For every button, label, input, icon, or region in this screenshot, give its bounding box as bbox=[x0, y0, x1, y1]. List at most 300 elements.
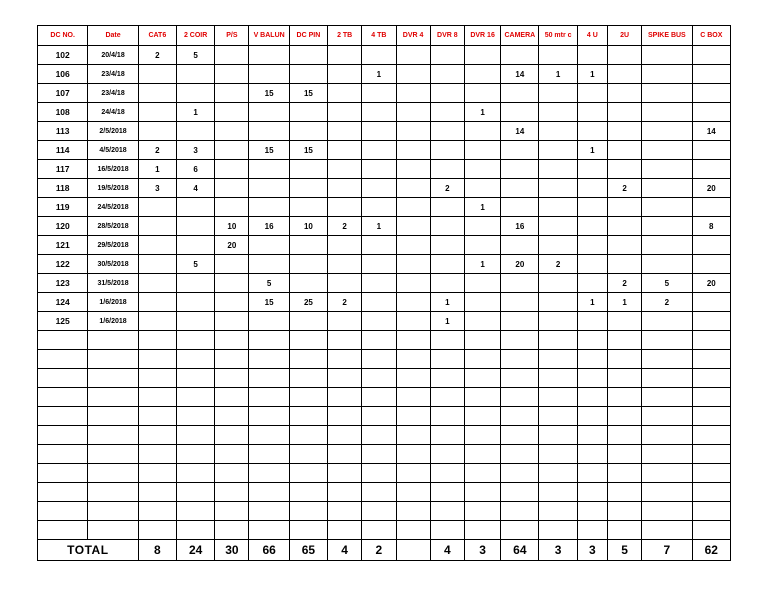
table-cell bbox=[289, 198, 327, 217]
table-row bbox=[38, 445, 731, 464]
table-cell bbox=[138, 217, 176, 236]
table-cell bbox=[539, 103, 577, 122]
table-row bbox=[38, 84, 731, 103]
table-cell bbox=[328, 255, 362, 274]
table-cell bbox=[396, 65, 430, 84]
total-value: 2 bbox=[362, 540, 396, 561]
table-cell bbox=[396, 84, 430, 103]
table-cell bbox=[539, 331, 577, 350]
table-cell bbox=[328, 407, 362, 426]
table-cell: 6 bbox=[176, 160, 214, 179]
table-cell bbox=[396, 331, 430, 350]
table-cell bbox=[328, 331, 362, 350]
column-header-c-box: C BOX bbox=[692, 26, 730, 46]
table-cell bbox=[577, 274, 607, 293]
table-cell bbox=[362, 331, 396, 350]
table-cell: 16 bbox=[249, 217, 289, 236]
table-cell bbox=[577, 312, 607, 331]
table-cell bbox=[328, 312, 362, 331]
table-cell bbox=[607, 350, 641, 369]
table-row bbox=[38, 103, 731, 122]
table-cell bbox=[249, 65, 289, 84]
table-cell bbox=[289, 426, 327, 445]
table-cell bbox=[396, 179, 430, 198]
table-cell bbox=[396, 122, 430, 141]
table-cell: 4 bbox=[176, 179, 214, 198]
table-cell bbox=[249, 521, 289, 540]
table-cell bbox=[642, 388, 692, 407]
table-cell bbox=[607, 464, 641, 483]
table-cell bbox=[607, 369, 641, 388]
table-cell: 120 bbox=[38, 217, 88, 236]
table-cell bbox=[328, 350, 362, 369]
table-cell: 1 bbox=[464, 198, 500, 217]
table-row bbox=[38, 274, 731, 293]
table-cell: 2/5/2018 bbox=[88, 122, 138, 141]
table-cell: 106 bbox=[38, 65, 88, 84]
table-cell bbox=[362, 179, 396, 198]
table-cell: 15 bbox=[249, 84, 289, 103]
total-value: 3 bbox=[464, 540, 500, 561]
table-cell bbox=[539, 502, 577, 521]
column-header-4-tb: 4 TB bbox=[362, 26, 396, 46]
table-cell: 10 bbox=[289, 217, 327, 236]
table-cell: 1 bbox=[176, 103, 214, 122]
table-cell bbox=[642, 103, 692, 122]
table-row bbox=[38, 179, 731, 198]
table-cell bbox=[176, 331, 214, 350]
table-cell: 2 bbox=[607, 274, 641, 293]
table-cell bbox=[289, 502, 327, 521]
table-cell bbox=[539, 141, 577, 160]
table-cell bbox=[176, 483, 214, 502]
table-cell bbox=[501, 141, 539, 160]
table-cell: 108 bbox=[38, 103, 88, 122]
table-cell bbox=[328, 388, 362, 407]
table-cell bbox=[607, 103, 641, 122]
table-cell: 24/5/2018 bbox=[88, 198, 138, 217]
table-cell: 123 bbox=[38, 274, 88, 293]
table-cell: 23/4/18 bbox=[88, 84, 138, 103]
table-cell bbox=[362, 312, 396, 331]
table-cell bbox=[692, 331, 730, 350]
table-cell bbox=[430, 236, 464, 255]
table-cell bbox=[176, 388, 214, 407]
table-cell bbox=[430, 274, 464, 293]
table-cell bbox=[138, 293, 176, 312]
table-cell bbox=[215, 426, 249, 445]
table-cell bbox=[289, 160, 327, 179]
table-cell bbox=[692, 350, 730, 369]
table-cell bbox=[430, 65, 464, 84]
table-row bbox=[38, 217, 731, 236]
table-cell: 121 bbox=[38, 236, 88, 255]
table-row bbox=[38, 426, 731, 445]
table-cell bbox=[501, 160, 539, 179]
table-cell bbox=[430, 426, 464, 445]
table-cell bbox=[577, 179, 607, 198]
table-cell bbox=[176, 407, 214, 426]
table-cell bbox=[642, 312, 692, 331]
table-cell bbox=[607, 388, 641, 407]
table-cell bbox=[176, 445, 214, 464]
table-cell bbox=[430, 141, 464, 160]
table-cell bbox=[607, 426, 641, 445]
table-cell bbox=[396, 445, 430, 464]
table-cell bbox=[88, 388, 138, 407]
table-cell bbox=[501, 350, 539, 369]
table-cell bbox=[430, 217, 464, 236]
table-cell bbox=[539, 445, 577, 464]
table-cell: 2 bbox=[642, 293, 692, 312]
table-cell: 1 bbox=[430, 293, 464, 312]
table-cell bbox=[176, 312, 214, 331]
table-cell: 119 bbox=[38, 198, 88, 217]
table-cell bbox=[176, 464, 214, 483]
table-cell bbox=[642, 160, 692, 179]
table-cell bbox=[607, 521, 641, 540]
table-cell bbox=[692, 312, 730, 331]
table-cell: 2 bbox=[539, 255, 577, 274]
table-cell bbox=[289, 103, 327, 122]
table-cell bbox=[396, 312, 430, 331]
table-cell bbox=[362, 141, 396, 160]
table-cell bbox=[501, 103, 539, 122]
table-row bbox=[38, 160, 731, 179]
table-cell bbox=[328, 160, 362, 179]
table-cell bbox=[249, 445, 289, 464]
table-cell bbox=[362, 160, 396, 179]
table-cell bbox=[396, 255, 430, 274]
table-cell bbox=[642, 122, 692, 141]
table-cell bbox=[607, 445, 641, 464]
table-cell bbox=[289, 65, 327, 84]
table-cell bbox=[430, 464, 464, 483]
total-value: 4 bbox=[430, 540, 464, 561]
table-cell bbox=[501, 331, 539, 350]
header-row bbox=[38, 26, 731, 46]
table-cell bbox=[501, 312, 539, 331]
table-cell bbox=[362, 84, 396, 103]
table-cell bbox=[88, 426, 138, 445]
table-cell bbox=[215, 521, 249, 540]
table-cell bbox=[642, 255, 692, 274]
table-cell: 125 bbox=[38, 312, 88, 331]
column-header-dc-no: DC NO. bbox=[38, 26, 88, 46]
table-cell bbox=[362, 407, 396, 426]
table-cell bbox=[607, 141, 641, 160]
table-cell bbox=[577, 103, 607, 122]
table-cell bbox=[539, 407, 577, 426]
table-row bbox=[38, 407, 731, 426]
table-row bbox=[38, 369, 731, 388]
table-cell bbox=[138, 65, 176, 84]
table-cell: 2 bbox=[138, 46, 176, 65]
table-cell bbox=[289, 483, 327, 502]
table-cell bbox=[176, 521, 214, 540]
table-cell bbox=[289, 407, 327, 426]
table-cell bbox=[328, 46, 362, 65]
table-cell bbox=[607, 65, 641, 84]
table-cell bbox=[642, 407, 692, 426]
table-cell: 2 bbox=[328, 217, 362, 236]
table-cell bbox=[362, 369, 396, 388]
table-cell: 124 bbox=[38, 293, 88, 312]
column-header-dvr-4: DVR 4 bbox=[396, 26, 430, 46]
table-cell bbox=[362, 198, 396, 217]
table-cell bbox=[692, 464, 730, 483]
column-header-4-u: 4 U bbox=[577, 26, 607, 46]
table-cell bbox=[362, 103, 396, 122]
table-cell bbox=[396, 217, 430, 236]
table-cell bbox=[539, 84, 577, 103]
table-cell bbox=[176, 426, 214, 445]
table-row bbox=[38, 350, 731, 369]
table-cell bbox=[464, 388, 500, 407]
table-cell bbox=[328, 521, 362, 540]
table-cell bbox=[464, 312, 500, 331]
table-cell bbox=[38, 445, 88, 464]
column-header-cat6: CAT6 bbox=[138, 26, 176, 46]
table-cell bbox=[362, 521, 396, 540]
column-header-2u: 2U bbox=[607, 26, 641, 46]
table-cell bbox=[328, 179, 362, 198]
table-cell bbox=[642, 179, 692, 198]
table-cell bbox=[289, 388, 327, 407]
table-cell: 3 bbox=[138, 179, 176, 198]
table-cell bbox=[642, 445, 692, 464]
table-cell bbox=[642, 236, 692, 255]
table-cell bbox=[215, 103, 249, 122]
table-cell bbox=[328, 502, 362, 521]
table-cell bbox=[501, 84, 539, 103]
table-row bbox=[38, 46, 731, 65]
table-cell bbox=[692, 46, 730, 65]
table-row bbox=[38, 483, 731, 502]
table-cell bbox=[539, 274, 577, 293]
table-cell bbox=[328, 369, 362, 388]
table-cell bbox=[38, 464, 88, 483]
table-cell: 1 bbox=[464, 103, 500, 122]
table-cell bbox=[215, 198, 249, 217]
table-cell bbox=[692, 236, 730, 255]
table-cell bbox=[138, 407, 176, 426]
table-cell bbox=[396, 198, 430, 217]
table-cell: 1 bbox=[539, 65, 577, 84]
table-cell bbox=[430, 331, 464, 350]
table-cell bbox=[642, 483, 692, 502]
table-cell: 16/5/2018 bbox=[88, 160, 138, 179]
table-cell bbox=[692, 198, 730, 217]
table-cell bbox=[215, 483, 249, 502]
table-cell bbox=[328, 274, 362, 293]
table-cell bbox=[607, 160, 641, 179]
table-cell bbox=[138, 198, 176, 217]
table-cell bbox=[249, 236, 289, 255]
table-cell: 20 bbox=[692, 179, 730, 198]
total-value: 3 bbox=[539, 540, 577, 561]
table-cell bbox=[430, 369, 464, 388]
table-cell: 15 bbox=[289, 84, 327, 103]
table-cell bbox=[692, 388, 730, 407]
table-cell: 107 bbox=[38, 84, 88, 103]
total-value: 66 bbox=[249, 540, 289, 561]
table-cell bbox=[692, 160, 730, 179]
table-cell: 23/4/18 bbox=[88, 65, 138, 84]
table-cell bbox=[539, 293, 577, 312]
table-cell bbox=[464, 179, 500, 198]
table-cell bbox=[396, 521, 430, 540]
table-cell bbox=[396, 483, 430, 502]
table-cell bbox=[396, 388, 430, 407]
table-cell bbox=[577, 350, 607, 369]
table-cell bbox=[38, 388, 88, 407]
table-cell bbox=[692, 255, 730, 274]
table-cell bbox=[396, 407, 430, 426]
table-cell: 113 bbox=[38, 122, 88, 141]
table-cell bbox=[539, 521, 577, 540]
table-cell bbox=[215, 141, 249, 160]
total-row bbox=[38, 540, 731, 561]
table-row bbox=[38, 464, 731, 483]
table-cell bbox=[249, 464, 289, 483]
table-cell bbox=[464, 274, 500, 293]
table-cell bbox=[464, 141, 500, 160]
table-cell bbox=[88, 369, 138, 388]
table-cell bbox=[642, 46, 692, 65]
table-cell bbox=[289, 312, 327, 331]
table-cell bbox=[396, 236, 430, 255]
table-cell: 14 bbox=[501, 65, 539, 84]
table-cell bbox=[501, 179, 539, 198]
table-cell bbox=[577, 502, 607, 521]
table-cell: 5 bbox=[249, 274, 289, 293]
table-cell bbox=[577, 388, 607, 407]
table-cell bbox=[607, 312, 641, 331]
table-cell bbox=[176, 217, 214, 236]
table-cell bbox=[577, 521, 607, 540]
table-cell bbox=[539, 350, 577, 369]
column-header-50-mtr-c: 50 mtr c bbox=[539, 26, 577, 46]
table-cell bbox=[289, 179, 327, 198]
table-cell bbox=[642, 369, 692, 388]
table-cell bbox=[539, 426, 577, 445]
table-cell bbox=[396, 103, 430, 122]
table-cell bbox=[215, 179, 249, 198]
table-cell bbox=[249, 502, 289, 521]
table-cell bbox=[430, 198, 464, 217]
table-cell bbox=[607, 198, 641, 217]
table-cell bbox=[430, 84, 464, 103]
table-cell bbox=[88, 407, 138, 426]
stock-table bbox=[37, 25, 731, 561]
table-cell bbox=[539, 198, 577, 217]
table-cell: 1 bbox=[362, 217, 396, 236]
table-cell bbox=[607, 331, 641, 350]
table-cell bbox=[138, 426, 176, 445]
table-cell bbox=[642, 65, 692, 84]
table-cell bbox=[328, 483, 362, 502]
table-row bbox=[38, 521, 731, 540]
table-cell bbox=[215, 122, 249, 141]
table-cell bbox=[464, 84, 500, 103]
table-cell bbox=[539, 464, 577, 483]
table-cell bbox=[289, 46, 327, 65]
table-cell bbox=[577, 217, 607, 236]
table-cell bbox=[577, 122, 607, 141]
table-cell bbox=[692, 521, 730, 540]
table-cell bbox=[215, 46, 249, 65]
table-cell bbox=[464, 483, 500, 502]
table-cell bbox=[138, 502, 176, 521]
table-cell bbox=[692, 502, 730, 521]
table-cell bbox=[501, 236, 539, 255]
table-cell bbox=[88, 464, 138, 483]
table-cell bbox=[396, 46, 430, 65]
table-cell: 122 bbox=[38, 255, 88, 274]
table-cell bbox=[328, 464, 362, 483]
table-cell bbox=[577, 331, 607, 350]
table-cell bbox=[176, 369, 214, 388]
table-cell bbox=[692, 141, 730, 160]
table-cell bbox=[38, 521, 88, 540]
table-cell bbox=[464, 46, 500, 65]
table-cell: 1 bbox=[577, 65, 607, 84]
table-cell bbox=[607, 84, 641, 103]
table-cell: 117 bbox=[38, 160, 88, 179]
table-cell bbox=[176, 122, 214, 141]
table-cell bbox=[642, 426, 692, 445]
table-cell bbox=[215, 84, 249, 103]
table-cell bbox=[328, 84, 362, 103]
table-cell: 4/5/2018 bbox=[88, 141, 138, 160]
table-cell bbox=[249, 255, 289, 274]
table-cell bbox=[362, 464, 396, 483]
table-cell bbox=[249, 483, 289, 502]
table-cell bbox=[138, 312, 176, 331]
total-value bbox=[396, 540, 430, 561]
table-cell: 30/5/2018 bbox=[88, 255, 138, 274]
table-cell bbox=[215, 464, 249, 483]
table-cell bbox=[289, 331, 327, 350]
table-cell bbox=[362, 122, 396, 141]
table-cell bbox=[176, 274, 214, 293]
table-cell bbox=[396, 502, 430, 521]
table-cell bbox=[215, 331, 249, 350]
table-cell bbox=[692, 293, 730, 312]
table-cell bbox=[464, 426, 500, 445]
table-cell bbox=[176, 293, 214, 312]
table-cell bbox=[138, 521, 176, 540]
table-cell bbox=[501, 407, 539, 426]
table-cell bbox=[176, 502, 214, 521]
table-cell bbox=[328, 445, 362, 464]
table-cell bbox=[642, 217, 692, 236]
table-cell bbox=[692, 445, 730, 464]
table-cell bbox=[88, 350, 138, 369]
table-cell bbox=[642, 464, 692, 483]
table-cell bbox=[396, 426, 430, 445]
table-cell bbox=[577, 160, 607, 179]
table-cell bbox=[464, 160, 500, 179]
table-cell bbox=[430, 160, 464, 179]
table-cell bbox=[501, 464, 539, 483]
table-cell bbox=[362, 293, 396, 312]
table-cell bbox=[539, 122, 577, 141]
table-cell bbox=[138, 483, 176, 502]
table-cell bbox=[328, 236, 362, 255]
table-cell bbox=[328, 141, 362, 160]
